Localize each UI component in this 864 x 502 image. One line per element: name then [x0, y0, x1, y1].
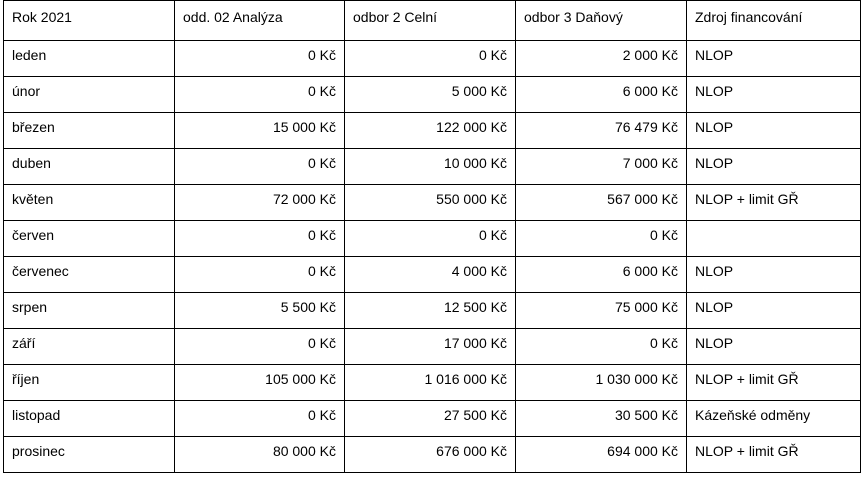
celni-cell: 5 000 Kč [345, 77, 516, 113]
table-row [4, 401, 861, 437]
celni-cell: 12 500 Kč [345, 293, 516, 329]
zdroj-cell: NLOP [687, 41, 861, 77]
month-cell: říjen [4, 365, 175, 401]
header-month: Rok 2021 [4, 1, 175, 41]
danovy-cell: 0 Kč [516, 329, 687, 365]
analyza-cell: 80 000 Kč [175, 437, 345, 473]
table-row [4, 329, 861, 365]
danovy-cell: 7 000 Kč [516, 149, 687, 185]
table-row [4, 257, 861, 293]
zdroj-cell: NLOP [687, 77, 861, 113]
zdroj-cell: NLOP + limit GŘ [687, 365, 861, 401]
month-cell: září [4, 329, 175, 365]
month-cell: březen [4, 113, 175, 149]
table-row [4, 221, 861, 257]
table-row [4, 293, 861, 329]
month-cell: únor [4, 77, 175, 113]
celni-cell: 0 Kč [345, 41, 516, 77]
danovy-cell: 76 479 Kč [516, 113, 687, 149]
danovy-cell: 0 Kč [516, 221, 687, 257]
zdroj-cell: Kázeňské odměny [687, 401, 861, 437]
zdroj-cell: NLOP [687, 113, 861, 149]
header-zdroj: Zdroj financování [687, 1, 861, 41]
danovy-cell: 567 000 Kč [516, 185, 687, 221]
month-cell: červen [4, 221, 175, 257]
table-row [4, 149, 861, 185]
table-row [4, 77, 861, 113]
analyza-cell: 0 Kč [175, 401, 345, 437]
celni-cell: 27 500 Kč [345, 401, 516, 437]
header-analyza: odd. 02 Analýza [175, 1, 345, 41]
month-cell: listopad [4, 401, 175, 437]
danovy-cell: 6 000 Kč [516, 77, 687, 113]
budget-table [3, 0, 861, 473]
analyza-cell: 15 000 Kč [175, 113, 345, 149]
header-celni: odbor 2 Celní [345, 1, 516, 41]
danovy-cell: 1 030 000 Kč [516, 365, 687, 401]
header-danovy: odbor 3 Daňový [516, 1, 687, 41]
zdroj-cell: NLOP + limit GŘ [687, 185, 861, 221]
table-row [4, 437, 861, 473]
analyza-cell: 0 Kč [175, 221, 345, 257]
month-cell: prosinec [4, 437, 175, 473]
celni-cell: 0 Kč [345, 221, 516, 257]
table-header-row [4, 1, 861, 41]
month-cell: červenec [4, 257, 175, 293]
zdroj-cell: NLOP + limit GŘ [687, 437, 861, 473]
month-cell: květen [4, 185, 175, 221]
celni-cell: 10 000 Kč [345, 149, 516, 185]
celni-cell: 1 016 000 Kč [345, 365, 516, 401]
analyza-cell: 0 Kč [175, 329, 345, 365]
analyza-cell: 0 Kč [175, 41, 345, 77]
zdroj-cell: NLOP [687, 329, 861, 365]
danovy-cell: 2 000 Kč [516, 41, 687, 77]
analyza-cell: 0 Kč [175, 77, 345, 113]
zdroj-cell: NLOP [687, 293, 861, 329]
zdroj-cell: NLOP [687, 149, 861, 185]
danovy-cell: 6 000 Kč [516, 257, 687, 293]
table-row [4, 41, 861, 77]
analyza-cell: 0 Kč [175, 149, 345, 185]
celni-cell: 676 000 Kč [345, 437, 516, 473]
danovy-cell: 75 000 Kč [516, 293, 687, 329]
celni-cell: 17 000 Kč [345, 329, 516, 365]
month-cell: duben [4, 149, 175, 185]
analyza-cell: 0 Kč [175, 257, 345, 293]
danovy-cell: 30 500 Kč [516, 401, 687, 437]
celni-cell: 122 000 Kč [345, 113, 516, 149]
danovy-cell: 694 000 Kč [516, 437, 687, 473]
celni-cell: 4 000 Kč [345, 257, 516, 293]
analyza-cell: 105 000 Kč [175, 365, 345, 401]
analyza-cell: 5 500 Kč [175, 293, 345, 329]
month-cell: srpen [4, 293, 175, 329]
month-cell: leden [4, 41, 175, 77]
celni-cell: 550 000 Kč [345, 185, 516, 221]
table-row [4, 185, 861, 221]
zdroj-cell [687, 221, 861, 257]
zdroj-cell: NLOP [687, 257, 861, 293]
table-row [4, 113, 861, 149]
analyza-cell: 72 000 Kč [175, 185, 345, 221]
table-row [4, 365, 861, 401]
